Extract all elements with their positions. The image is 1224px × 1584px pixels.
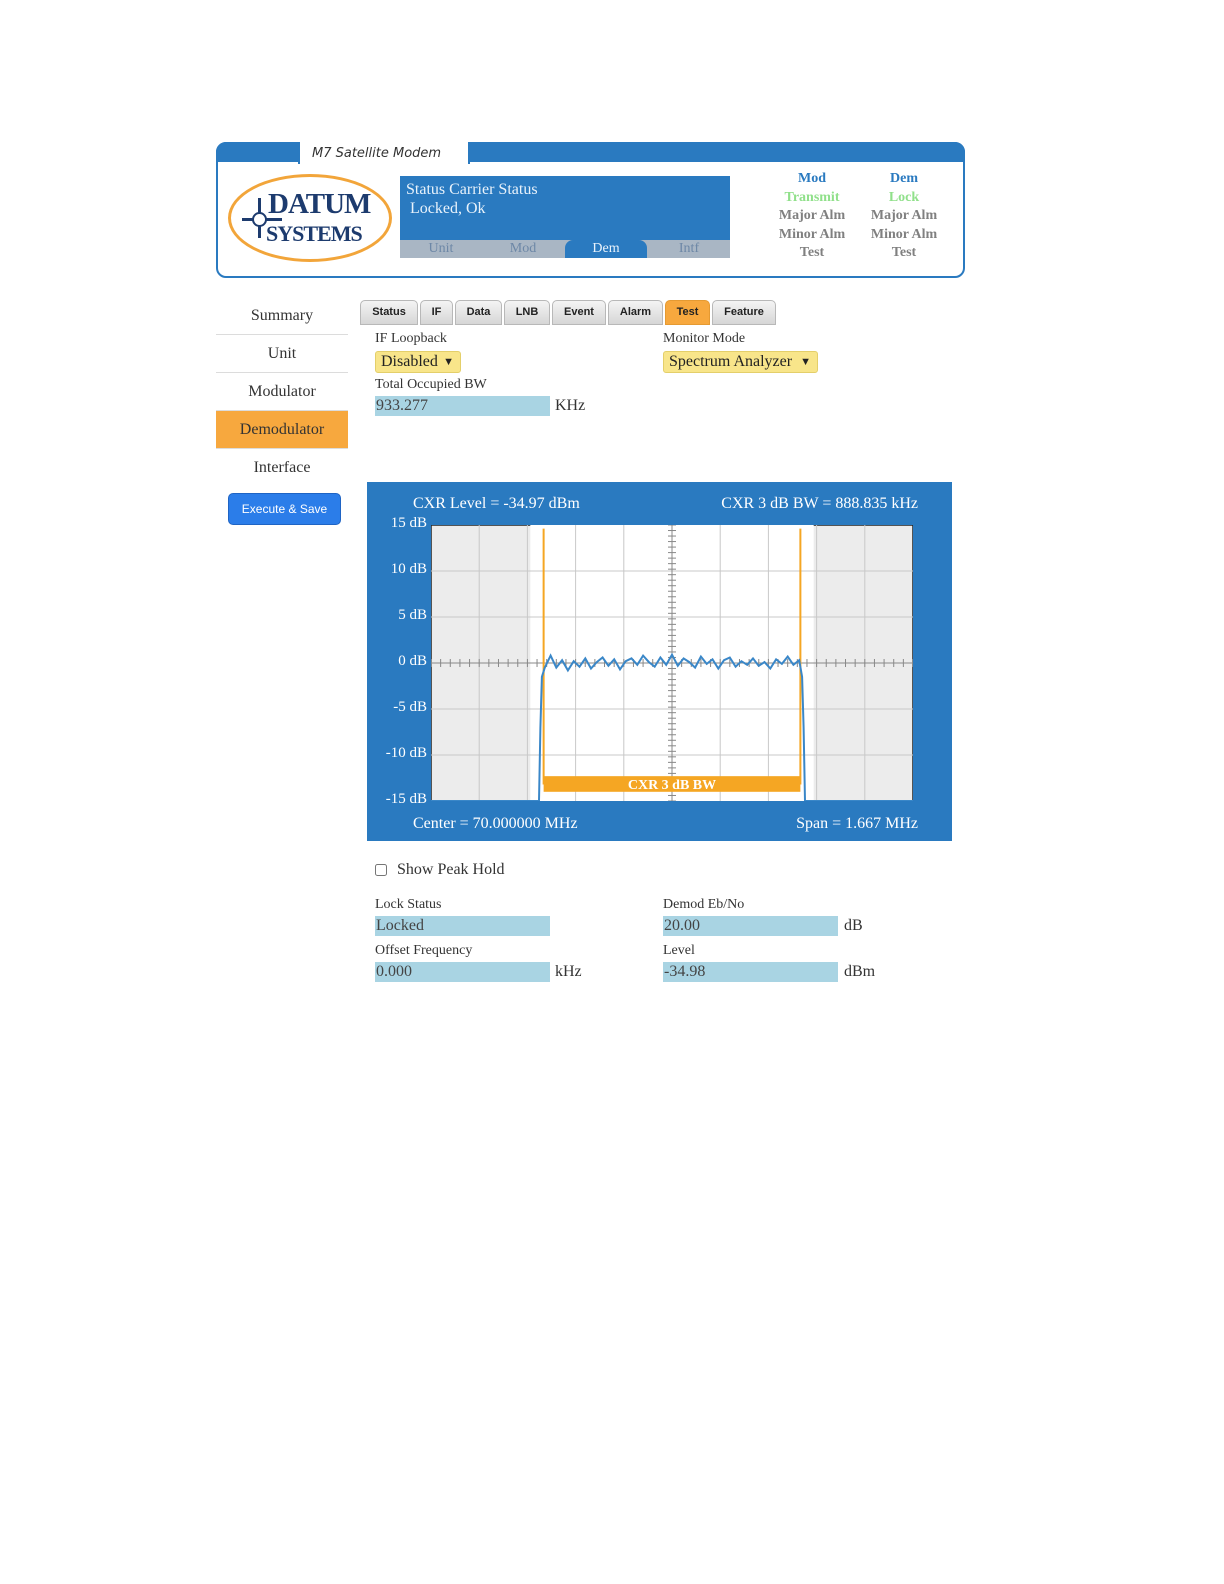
- dem-test-indicator: Test: [891, 245, 917, 260]
- menu-item-interface[interactable]: Interface: [253, 459, 311, 476]
- tab-feature[interactable]: Feature: [712, 300, 776, 325]
- status-tab-dem[interactable]: Dem: [565, 240, 647, 258]
- center-frequency-text: Center = 70.000000 MHz: [413, 815, 578, 832]
- tab-lnb[interactable]: LNB: [504, 300, 550, 325]
- dem-minor-alarm-indicator: Minor Alm: [870, 226, 938, 242]
- mod-indicator-heading: Mod: [798, 171, 826, 186]
- datum-systems-logo: [228, 174, 392, 262]
- side-menu: [216, 297, 348, 486]
- eb-no-field: 20.00: [663, 916, 838, 936]
- monitor-mode-label: Monitor Mode: [663, 331, 746, 346]
- offset-frequency-label: Offset Frequency: [375, 943, 473, 958]
- eb-no-label: Demod Eb/No: [663, 897, 745, 912]
- tab-event[interactable]: Event: [552, 300, 606, 325]
- total-bw-field: 933.277: [375, 396, 550, 416]
- mod-minor-alarm-indicator: Minor Alm: [778, 226, 846, 242]
- y-tick-label: 15 dB: [390, 515, 427, 531]
- logo-word-systems: SYSTEMS: [266, 221, 362, 246]
- status-tabs: [400, 240, 730, 258]
- dropdown-arrow-icon: ▼: [443, 356, 454, 368]
- menu-item-summary[interactable]: Summary: [216, 297, 348, 335]
- tab-status[interactable]: Status: [360, 300, 418, 325]
- span-text: Span = 1.667 MHz: [796, 815, 918, 832]
- spectrum-plot: [431, 525, 913, 801]
- y-tick-label: -5 dB: [393, 699, 427, 715]
- dropdown-arrow-icon: ▼: [800, 356, 811, 368]
- spectrum-analyzer-panel: [367, 482, 952, 841]
- if-loopback-label: IF Loopback: [375, 331, 447, 346]
- device-title-tab: [298, 142, 470, 164]
- logo-cross-center: [252, 212, 267, 227]
- offset-frequency-field: 0.000: [375, 962, 550, 982]
- status-tab-unit[interactable]: Unit: [428, 241, 454, 256]
- dem-major-alarm-indicator: Major Alm: [870, 208, 938, 223]
- cxr-bw-text: CXR 3 dB BW = 888.835 kHz: [721, 495, 918, 512]
- total-bw-unit: KHz: [555, 397, 586, 414]
- carrier-status-box: [400, 176, 730, 258]
- header-panel: [216, 142, 965, 278]
- cxr-band-label: CXR 3 dB BW: [627, 777, 717, 793]
- menu-item-unit[interactable]: Unit: [216, 335, 348, 373]
- total-bw-label: Total Occupied BW: [375, 377, 487, 392]
- tab-data[interactable]: Data: [455, 300, 502, 325]
- tab-alarm[interactable]: Alarm: [608, 300, 663, 325]
- tab-test[interactable]: Test: [665, 300, 710, 325]
- dem-indicator-heading: Dem: [890, 171, 918, 186]
- status-tab-mod[interactable]: Mod: [509, 241, 537, 256]
- dem-indicators: [864, 170, 944, 263]
- device-title: M7 Satellite Modem: [312, 146, 442, 161]
- level-field: -34.98: [663, 962, 838, 982]
- show-peak-hold-row: [375, 861, 505, 879]
- menu-item-demodulator[interactable]: Demodulator: [216, 411, 348, 449]
- show-peak-hold-label: Show Peak Hold: [397, 861, 505, 878]
- y-tick-label: -10 dB: [385, 745, 427, 761]
- logo-word-datum: DATUM: [268, 188, 371, 220]
- if-loopback-value: Disabled: [381, 353, 438, 370]
- y-tick-label: 5 dB: [398, 607, 427, 623]
- status-value: Locked, Ok: [410, 200, 486, 217]
- eb-no-unit: dB: [844, 917, 863, 934]
- level-label: Level: [663, 943, 695, 958]
- lock-status-label: Lock Status: [375, 897, 442, 912]
- cxr-level-text: CXR Level = -34.97 dBm: [413, 495, 580, 512]
- status-tab-intf[interactable]: Intf: [678, 241, 700, 256]
- mod-indicators: [772, 170, 852, 263]
- status-heading: Status Carrier Status: [406, 181, 538, 198]
- monitor-mode-value: Spectrum Analyzer: [669, 353, 793, 370]
- dem-lock-indicator: Lock: [888, 189, 920, 205]
- mod-transmit-indicator: Transmit: [784, 189, 840, 205]
- if-loopback-select[interactable]: [375, 351, 461, 373]
- offset-frequency-unit: kHz: [555, 963, 582, 980]
- y-tick-label: 10 dB: [390, 561, 427, 577]
- mod-major-alarm-indicator: Major Alm: [778, 208, 846, 223]
- level-unit: dBm: [844, 963, 876, 980]
- menu-item-modulator[interactable]: Modulator: [216, 373, 348, 411]
- show-peak-hold-checkbox[interactable]: [375, 864, 387, 876]
- y-tick-label: 0 dB: [398, 653, 427, 669]
- execute-save-button[interactable]: Execute & Save: [228, 493, 341, 525]
- monitor-mode-select[interactable]: [663, 351, 818, 373]
- y-tick-label: -15 dB: [385, 791, 427, 807]
- tab-if[interactable]: IF: [420, 300, 453, 325]
- lock-status-field: Locked: [375, 916, 550, 936]
- mod-test-indicator: Test: [799, 245, 825, 260]
